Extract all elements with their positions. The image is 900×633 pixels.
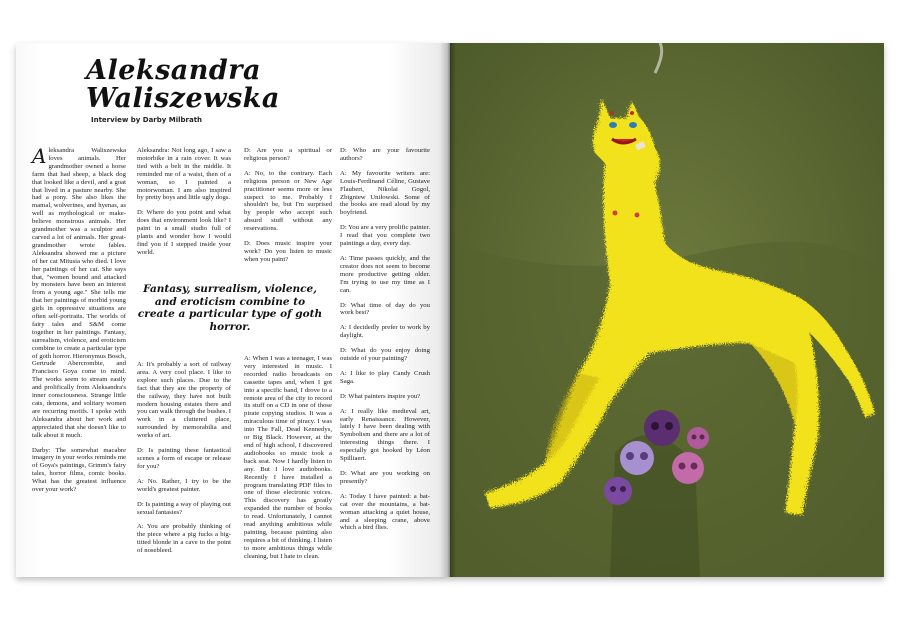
title-first-name: Aleksandra bbox=[86, 55, 262, 86]
mouth bbox=[612, 139, 636, 143]
question-sexual: D: Is painting a way of playing out sexual fantasies? bbox=[137, 500, 231, 516]
pull-quote: Fantasy, surrealism, violence, and eroticism combine to create a particular type of goth horror. bbox=[137, 283, 323, 333]
column-3-lower bbox=[244, 355, 332, 568]
nipple bbox=[635, 213, 640, 218]
column-3 bbox=[244, 147, 332, 271]
byline: Interview by Darby Milbrath bbox=[91, 116, 203, 124]
answer-escape: A: No. Rather, I try to be the world's greatest painter. bbox=[137, 477, 231, 493]
skull-icon bbox=[620, 441, 654, 475]
question-authors: D: Who are your favourite authors? bbox=[340, 147, 430, 162]
intro-paragraph bbox=[32, 144, 126, 440]
question-spiritual: D: Are you a spiritual or religious person? bbox=[244, 147, 332, 162]
skull-icon bbox=[672, 452, 704, 484]
answer-sexual: A: You are probably thinking of the piece where a pig fucks a big-titted blonde in a cave to the point of nosebleed. bbox=[137, 523, 231, 555]
column-2-lower bbox=[137, 361, 231, 562]
question-influence: Darby: The somewhat macabre imagery in your works reminds me of Goya's paintings, Grimm's fairy tales, horror films, comic books. What has the greatest influence over your work? bbox=[32, 446, 126, 494]
skull-icon bbox=[644, 410, 680, 446]
question-escape: D: Is painting these fantastical scenes a form of escape or release for you? bbox=[137, 447, 231, 470]
right-page-painting bbox=[450, 43, 884, 577]
question-presently: D: What are you working on presently? bbox=[340, 470, 430, 485]
answer-music: A: When I was a teenager, I was very interested in music. I recorded radio broadcasts on cassette tapes and, when I got into a specific band, I drove to a remote area of the city to record its stuff on a CD in one of those pirate copying studios. It was a miraculous time of piracy. I was into The Fall, Dead Kennedys, or Big Black. However, at the end of high school, I discovered audiobooks so music took a back seat. Now I hardly listen to any. But I love audiobooks. Recently I have installed a program translating PDF files to one of those electronic voices. This discovery has greatly expanded the number of books to read. Unfortunately, I cannot read anything ambitious while painting, because painting also requires a bit of thinking. I listen to more ambitious things while cleaning, but I hate to clean. bbox=[244, 355, 332, 560]
question-painters: D: What painters inspire you? bbox=[340, 392, 421, 400]
ear-mark bbox=[630, 111, 634, 115]
column-4 bbox=[340, 147, 430, 539]
answer-authors: A: My favourite writers are: Louis-Ferdinand Céline, Gustave Flaubert, Nikolai Gogol, Zbigniew Uniłowski. Some of the books are read aloud by my boyfriend. bbox=[340, 169, 430, 217]
answer-work-time: A: I decidedly prefer to work by daylight. bbox=[340, 324, 430, 340]
answer-presently: A: Today I have painted: a bat-cat over the mountains, a bat-woman attacking a quiet house, and a sleeping crane, above which a bird flies. bbox=[340, 492, 430, 532]
answer-painters: A: I really like medieval art, early Renaissance. However, lately I have been dealing with Symbolism and there are a lot of interesting things there. I especially got hooked by Léon Spilliaert. bbox=[340, 407, 430, 463]
skull-icon bbox=[604, 477, 632, 505]
answer-prolific: A: Time passes quickly, and the creator does not seem to become more productive getting older. I'm trying to use my time as I can. bbox=[340, 254, 430, 294]
answer-environment: A: It's probably a sort of railway area. A very cool place. I like to explore such places. Due to the fact that they are the property of the railway, they have not built modern housing estates there and you can walk through the bushes. I work in a cluttered place, surrounded by memorabilia and works of art. bbox=[137, 361, 231, 440]
answer-spiritual: A: No, to the contrary. Each religious person or New Age practitioner seems more or less suspect to me. Probably I shouldn't be, but I'm surprised by people who accept such absurd stuff without any reservations. bbox=[244, 169, 332, 233]
cat-creature-painting bbox=[450, 43, 884, 577]
article-title bbox=[86, 57, 280, 113]
answer-outside: A: I like to play Candy Crush Saga. bbox=[340, 369, 430, 385]
title-last-name: Waliszewska bbox=[86, 83, 280, 114]
question-prolific: D: You are a very prolific painter. I read that you complete two paintings a day, every day. bbox=[340, 224, 430, 248]
question-outside: D: What do you enjoy doing outside of your painting? bbox=[340, 347, 430, 363]
question-work-time: D: What time of day do you work best? bbox=[340, 301, 430, 317]
question-music: D: Does music inspire your work? Do you listen to music when you paint? bbox=[244, 240, 332, 263]
column-2 bbox=[137, 147, 231, 264]
ear-mark bbox=[610, 111, 614, 115]
left-eye bbox=[609, 122, 617, 128]
drop-cap: A bbox=[32, 144, 47, 168]
nipple bbox=[613, 211, 618, 216]
right-eye bbox=[629, 122, 637, 128]
left-page bbox=[16, 43, 450, 577]
skull-icon bbox=[687, 427, 709, 449]
question-environment: D: Where do you point and what does that environment look like? I paint in a small studio full of plants and wonder how I would find you if I stepped inside your world. bbox=[137, 209, 231, 256]
column-1 bbox=[32, 144, 126, 501]
intro-text: leksandra Waliszewska loves animals. Her grandmother owned a horse farm that had sheep, a black dog that looked like a devil, and a goat that lived in a pasture nearby. She had a pony. She also likes the mamal, wolverines, and hyenas, as well as mythological or make-believe monstrous animals. Her grandmother was a sculptor and carved a lot of animals. Her great-grandmother wrote fables. Aleksandra showed me a picture of her cat Mitusia who died. I love her paintings of her cat. She says that, "women bound and attacked by monsters have been an interest from a young age." She tells me that her paintings of morbid young girls in oppressive situations are often self-portraits. The worlds of fairy tales and S&M come together in her paintings. Fantasy, surrealism, violence, and eroticism combine to create a particular type of goth horror. Hieronymus Bosch, Gertrude Abercrombie, and Francisco Goya come to mind. The works seem to stream easily and prolifically from Aleksandra's inner consciousness. Strange little cats, demons, and solitary women are recurring motifs. I spoke with Aleksandra about her work and appreciated that she doesn't like to talk about it much. bbox=[32, 147, 126, 439]
answer-influence: Aleksandra: Not long ago, I saw a motorbike in a rain cover. It was tied with a belt in the middle. It reminded me of a waist, then of a woman, so I painted a motorwoman. I am also inspired by pretty boys and little ugly dogs. bbox=[137, 147, 231, 202]
magazine-spread bbox=[16, 43, 884, 577]
